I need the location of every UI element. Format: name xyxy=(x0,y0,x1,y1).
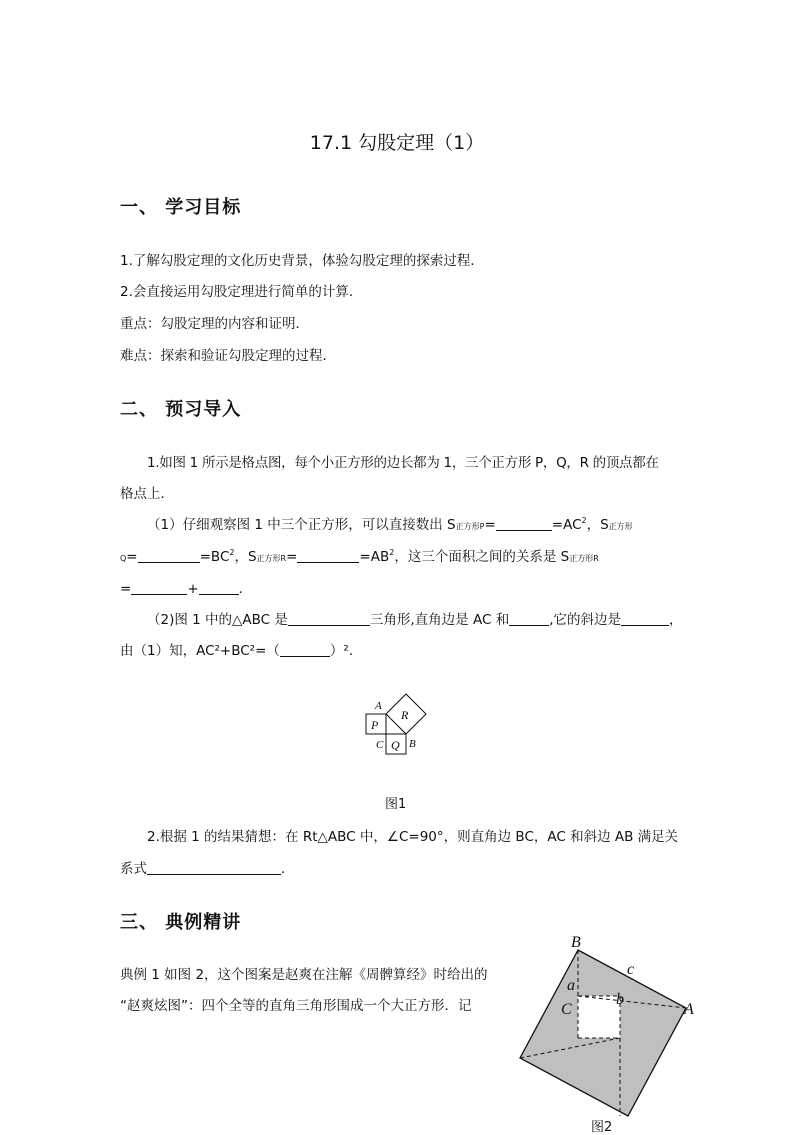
part-2-text-a: （2)图 1 中的△ABC 是 xyxy=(147,612,288,628)
figure-1-caption: 图1 xyxy=(385,797,407,812)
blank-leg[interactable] xyxy=(509,613,549,626)
label-b-vertex: B xyxy=(571,934,581,951)
difficult-point: 难点：探索和验证勾股定理的过程． xyxy=(120,348,336,364)
label-a-vertex: A xyxy=(684,1001,694,1018)
part-2-text-b: 三角形,直角边是 AC 和 xyxy=(369,612,510,628)
section-heading-examples: 三、 典例精讲 xyxy=(120,912,242,933)
comma-s: ，S xyxy=(586,517,609,533)
part-1-text: （1）仔细观察图 1 中三个正方形，可以直接数出 S xyxy=(147,517,456,533)
blank-side[interactable] xyxy=(280,644,330,657)
period: ． xyxy=(238,581,253,597)
superscript-2: 2 xyxy=(581,516,587,525)
label-c-side: c xyxy=(627,961,635,978)
blank-hypotenuse[interactable] xyxy=(621,613,669,626)
part-1-line-2 xyxy=(120,545,599,565)
objective-2: 2.会直接运用勾股定理进行简单的计算． xyxy=(120,284,363,300)
label-c-vertex: C xyxy=(561,1001,572,1018)
page-title: 17.1 勾股定理（1） xyxy=(309,132,485,154)
key-point: 重点：勾股定理的内容和证明． xyxy=(120,316,309,332)
blank-relation-2[interactable] xyxy=(199,582,239,595)
blank-triangle-type[interactable] xyxy=(288,613,370,626)
question-2-period: ． xyxy=(281,861,295,877)
question-2-text: 系式 xyxy=(120,861,147,877)
label-p: P xyxy=(371,718,379,732)
label-r: R xyxy=(401,708,409,722)
subscript-square: 正方形 xyxy=(455,522,480,531)
subscript-square: 正方形 xyxy=(569,554,594,563)
label-b-side: b xyxy=(616,991,624,1008)
figure-2-caption: 图2 xyxy=(591,1120,613,1135)
subscript-q: Q xyxy=(120,554,127,563)
ab-squared: =AB xyxy=(359,549,390,565)
equals: = xyxy=(484,517,496,533)
question-1-line-1: 1.如图 1 所示是格点图，每个小正方形的边长都为 1，三个正方形 P，Q，R 的顶点都在 xyxy=(147,455,659,471)
part-2-text-f: ）². xyxy=(329,643,354,659)
plus: + xyxy=(187,581,199,597)
subscript-p: P xyxy=(479,522,485,531)
subscript-r: R xyxy=(593,554,599,563)
superscript-2: 2 xyxy=(389,548,395,557)
bc-squared: =BC xyxy=(199,549,230,565)
blank-relation-formula[interactable] xyxy=(147,862,281,875)
label-a: A xyxy=(375,700,382,712)
subscript-square: 正方形 xyxy=(608,522,633,531)
section-heading-preview: 二、 预习导入 xyxy=(120,399,242,420)
objective-1: 1.了解勾股定理的文化历史背景，体验勾股定理的探索过程． xyxy=(120,253,484,269)
part-2-text-e: 由（1）知，AC²+BC²=（ xyxy=(120,643,280,659)
blank-sp[interactable] xyxy=(496,518,552,531)
label-q: Q xyxy=(391,738,400,752)
part-1-line-1 xyxy=(147,513,633,533)
ac-squared: =AC xyxy=(551,517,582,533)
superscript-2: 2 xyxy=(229,548,235,557)
example-1-line-2: “赵爽炫图”：四个全等的直角三角形围成一个大正方形．记 xyxy=(120,998,472,1014)
blank-relation-1[interactable] xyxy=(131,582,187,595)
part-2-line-2 xyxy=(120,639,353,659)
question-2-line-1: 2.根据 1 的结果猜想：在 Rt△ABC 中，∠C=90°，则直角边 BC，AC 和斜边 AB 满足关 xyxy=(147,829,679,845)
relation-text: ，这三个面积之间的关系是 S xyxy=(394,549,570,565)
equals: = xyxy=(120,581,132,597)
question-2-line-2 xyxy=(120,857,295,877)
subscript-square: 正方形 xyxy=(256,554,281,563)
figure-1-diagram xyxy=(355,688,445,760)
equals: = xyxy=(126,549,138,565)
label-b: B xyxy=(409,738,416,750)
blank-sq[interactable] xyxy=(138,550,200,563)
section-heading-objectives: 一、 学习目标 xyxy=(120,197,242,218)
question-1-line-2: 格点上． xyxy=(120,486,174,502)
example-1-line-1: 典例 1 如图 2，这个图案是赵爽在注解《周髀算经》时给出的 xyxy=(120,967,488,983)
label-a-side: a xyxy=(567,977,575,994)
part-2-line-1 xyxy=(147,608,683,628)
part-2-text-d: ， xyxy=(669,612,683,628)
part-2-text-c: ,它的斜边是 xyxy=(549,612,621,628)
equals: = xyxy=(286,549,298,565)
subscript-r: R xyxy=(280,554,287,563)
inner-square xyxy=(578,996,620,1038)
part-1-line-3 xyxy=(120,577,252,597)
label-c: C xyxy=(376,739,384,751)
comma-s: ，S xyxy=(234,549,257,565)
figure-2-diagram xyxy=(512,928,712,1123)
blank-sr[interactable] xyxy=(297,550,359,563)
